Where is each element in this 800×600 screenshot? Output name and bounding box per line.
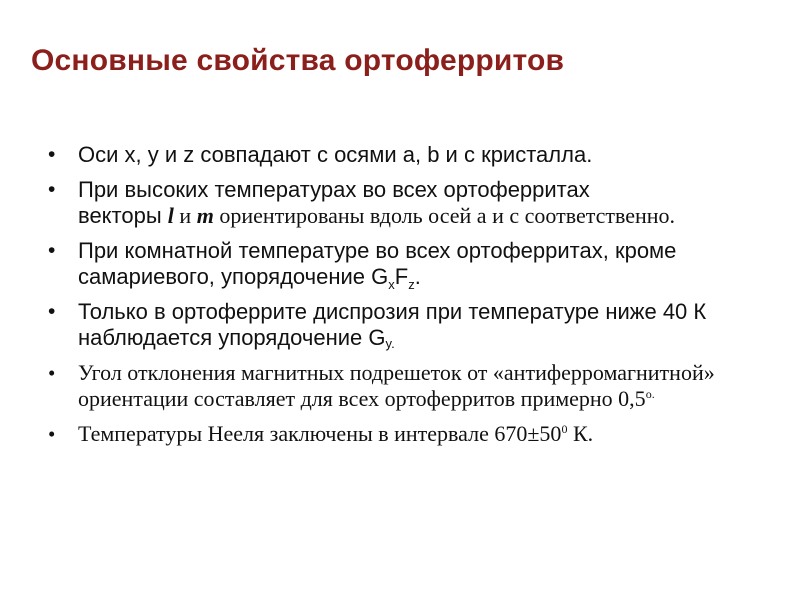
list-item: [46, 360, 746, 412]
bullet-text: При комнатной температуре во всех ортоферритах, кроме самариевого, упорядочение G: [78, 238, 677, 289]
list-item: [46, 177, 746, 229]
bullet-icon: •: [48, 300, 56, 323]
bullet-text-continued: векторы l и m ориентированы вдоль осей a и c соответственно.: [78, 203, 676, 228]
superscript-degree: o.: [645, 387, 655, 401]
bullet-icon: •: [48, 178, 56, 201]
list-item: • При комнатной температуре во всех ортоферритах, кроме самариевого, упорядочение $G_xF_z$.: [48, 238, 677, 292]
subscript-x: x: [388, 277, 395, 292]
bullet-text: Только в ортоферрите диспрозия при температуре ниже 40 К наблюдается упорядочение G: [78, 299, 707, 350]
bullet-icon: •: [48, 361, 56, 385]
bullet-text: Оси x, y и z совпадают с осями a, b и c кристалла.: [78, 142, 593, 167]
bullet-text: Угол отклонения магнитных подрешеток от «антиферромагнитной» ориентации составляет для всех ортоферритов примерно 0,5: [78, 360, 715, 411]
bullet-icon: •: [48, 143, 56, 166]
bullet-icon: •: [48, 239, 56, 262]
bullet-icon: •: [48, 422, 56, 446]
slide-title: Основные свойства ортоферритов: [31, 44, 565, 77]
bullet-text: При высоких температурах во всех ортоферритах: [78, 177, 590, 202]
vector-m: m: [196, 203, 214, 228]
list-item: [46, 299, 746, 351]
vector-l: l: [167, 203, 174, 228]
list-item: [46, 142, 746, 168]
list-item: • Температуры Нееля заключены в интервале $670\pm 50^0$ К.: [48, 421, 594, 446]
bullet-text: Температуры Нееля заключены в интервале 670±50: [78, 421, 562, 446]
subscript-y: y.: [385, 336, 395, 351]
superscript-degree: 0: [561, 422, 568, 436]
subscript-z: z: [408, 277, 415, 292]
bullet-list: [46, 142, 746, 447]
